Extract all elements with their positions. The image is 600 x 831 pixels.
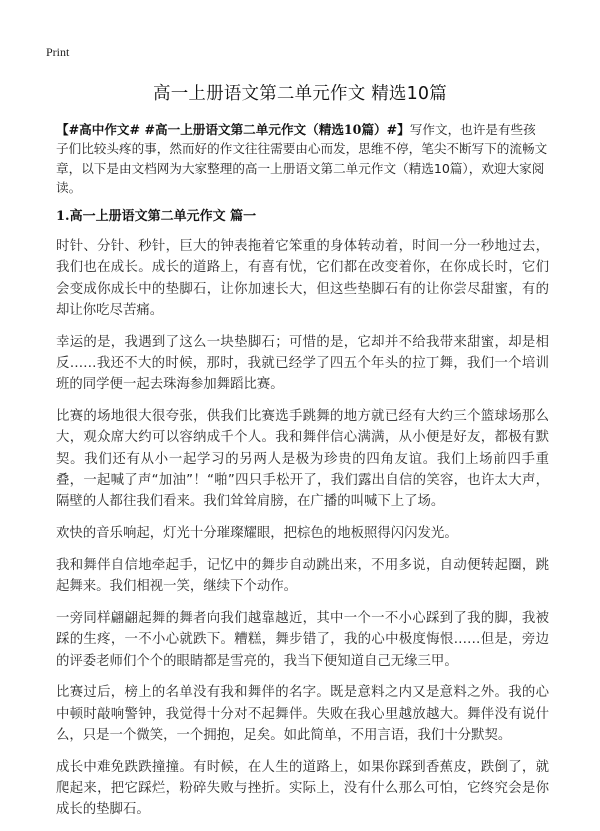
- body-paragraph: 一旁同样翩翩起舞的舞者向我们越靠越近，其中一个一不小心踩到了我的脚，我被踩的生疼，一不小心就跌下。糟糕，舞步错了，我的心中极度悔恨……但是，旁边的评委老师们个个的眼睛都是雪亮的，我当下便知道自己无缘三甲。: [56, 610, 549, 669]
- section-heading: 1.高一上册语文第二单元作文 篇一: [56, 209, 257, 224]
- intro-text: 写作文，也许是有些孩子们比较头疼的事，然而好的作文往往需要由心而发，思维不停，笔尖不断写下的流畅文章，以下是由文档网为大家整理的高一上册语文第二单元作文（精选10篇），欢迎大家阅读。: [56, 122, 548, 196]
- body-paragraph: 比赛过后，榜上的名单没有我和舞伴的名字。既是意料之内又是意料之外。我的心中顿时敲响警钟，我觉得十分对不起舞伴。失败在我心里越放越大。舞伴没有说什么，只是一个微笑，一个拥抱，足矣。如此简单，不用言语，我们十分默契。: [56, 685, 549, 743]
- article-body: [56, 236, 549, 831]
- intro-tag: 【#高中作文# #高一上册语文第二单元作文（精选10篇）#】: [56, 122, 410, 137]
- body-paragraph: 成长中难免跌跌撞撞。有时候，在人生的道路上，如果你踩到香蕉皮，跌倒了，就爬起来，把它踩烂，粉碎失败与挫折。实际上，没有什么那么可怕，它终究会是你成长的垫脚石。: [56, 759, 549, 818]
- body-paragraph: 欢快的音乐响起，灯光十分璀璨耀眼，把棕色的地板照得闪闪发光。: [56, 526, 458, 542]
- intro-paragraph: [56, 120, 548, 198]
- body-paragraph: 我和舞伴自信地牵起手，记忆中的舞步自动跳出来，不用多说，自动便转起圈，跳起舞来。我们相视一笑，继续下个动作。: [56, 557, 549, 595]
- print-label: Print: [46, 45, 70, 59]
- body-paragraph: 幸运的是，我遇到了这么一块垫脚石；可惜的是，它却并不给我带来甜蜜，却是相反……我还不大的时候，那时，我就已经学了四五个年头的拉丁舞，我们一个培训班的同学便一起去珠海参加舞蹈比赛。: [56, 334, 549, 393]
- body-paragraph: 比赛的场地很大很夸张，供我们比赛选手跳舞的地方就已经有大约三个篮球场那么大，观众席大约可以容纳成千个人。我和舞伴信心满满，从小便是好友，都极有默契。我们还有从小一起学习的另两人是极为珍贵的四角友谊。我们上场前四手重叠，一起喊了声“加油”！“啪”四只手松开了，我们露出自信的笑容，也许太大声，隔壁的人都往我们看来。我们耸耸肩膀，在广播的叫喊下上了场。: [56, 409, 549, 510]
- page-title: 高一上册语文第二单元作文 精选10篇: [153, 84, 447, 104]
- body-paragraph: 时针、分针、秒针，巨大的钟表拖着它笨重的身体转动着，时间一分一秒地过去，我们也在成长。成长的道路上，有喜有忧，它们都在改变着你，在你成长时，它们会变成你成长中的垫脚石，让你加速长大，但这些垫脚石有的让你尝尽甜蜜，有的却让你吃尽苦痛。: [56, 239, 549, 318]
